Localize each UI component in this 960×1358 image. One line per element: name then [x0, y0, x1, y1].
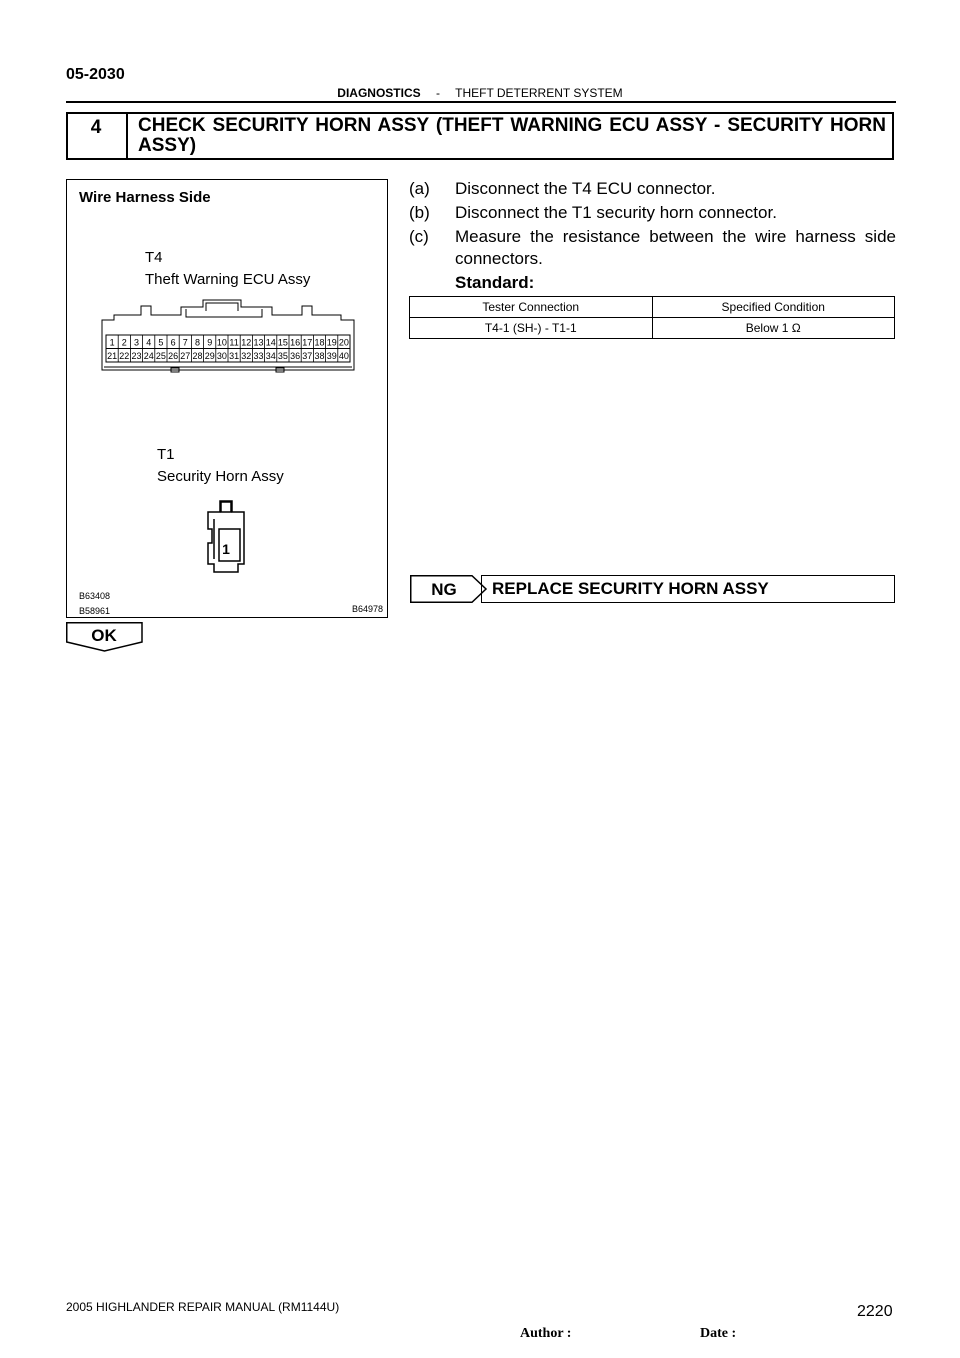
t4-pin-label: 21: [107, 351, 118, 361]
t4-pin-label: 24: [143, 351, 154, 361]
t4-pin-label: 23: [131, 351, 142, 361]
table-header-row: [410, 297, 895, 318]
t4-pin-label: 33: [253, 351, 264, 361]
step-number: 4: [66, 112, 128, 160]
t4-pin-label: 22: [119, 351, 130, 361]
table-row: [410, 318, 895, 339]
instruction-text: Measure the resistance between the wire harness side connectors.: [455, 227, 896, 268]
t4-pin-label: 9: [207, 337, 213, 348]
header-rule: [66, 101, 896, 103]
instruction-item: [409, 202, 896, 226]
t1-code: T1: [157, 446, 175, 463]
t4-pin-label: 19: [326, 337, 337, 348]
section-header: [0, 86, 960, 100]
instruction-item: [409, 226, 896, 272]
ng-action: REPLACE SECURITY HORN ASSY: [481, 575, 895, 603]
standard-label: Standard:: [455, 273, 535, 292]
t4-pin-label: 10: [216, 337, 227, 348]
section-title: DIAGNOSTICS: [337, 86, 421, 100]
instruction-letter: (b): [409, 203, 430, 222]
t4-pin-label: 26: [168, 351, 179, 361]
t4-pin-label: 5: [158, 337, 164, 348]
t4-pin-label: 15: [277, 337, 288, 348]
t4-pin-label: 2: [121, 337, 127, 348]
t4-pin-label: 4: [146, 337, 152, 348]
ref-code-3: B64978: [352, 604, 384, 614]
table-header: Tester Connection: [410, 297, 653, 318]
t4-pin-label: 14: [265, 337, 276, 348]
t4-pin-label: 12: [241, 337, 252, 348]
manual-title: 2005 HIGHLANDER REPAIR MANUAL (RM1144U): [66, 1300, 340, 1314]
instruction-letter: (a): [409, 179, 430, 198]
instruction-list: [409, 178, 896, 294]
figure-caption: Wire Harness Side: [79, 189, 211, 206]
t4-pin-label: 35: [277, 351, 288, 361]
t4-pin-label: 31: [229, 351, 240, 361]
t4-pin-label: 37: [302, 351, 313, 361]
t4-pin-label: 20: [338, 337, 349, 348]
instruction-text: Disconnect the T1 security horn connector.: [455, 203, 777, 222]
date-label: Date :: [700, 1326, 737, 1341]
t4-pin-label: 34: [265, 351, 276, 361]
step-title: CHECK SECURITY HORN ASSY (THEFT WARNING ECU ASSY - SECURITY HORN ASSY): [138, 115, 886, 156]
ng-arrow: [410, 575, 488, 603]
t4-pin-label: 29: [204, 351, 215, 361]
t4-pin-label: 36: [290, 351, 301, 361]
t4-pin-label: 16: [290, 337, 301, 348]
ng-label: NG: [431, 580, 457, 599]
table-cell: T4-1 (SH-) - T1-1: [410, 318, 653, 339]
spec-table: [409, 296, 895, 339]
page-code: 05-2030: [66, 66, 125, 83]
page-number: 2220: [857, 1303, 893, 1320]
ok-label: OK: [91, 626, 117, 645]
t4-pin-label: 25: [155, 351, 166, 361]
t4-pin-label: 1: [109, 337, 115, 348]
t1-pin-1: 1: [222, 541, 230, 557]
t4-pin-label: 11: [229, 337, 239, 348]
t4-pin-label: 30: [216, 351, 227, 361]
subsection-title: THEFT DETERRENT SYSTEM: [455, 86, 623, 100]
t4-code: T4: [145, 249, 163, 266]
t4-pin-label: 6: [170, 337, 176, 348]
table-header: Specified Condition: [652, 297, 895, 318]
ok-arrow: [66, 622, 144, 652]
ref-code-2: B58961: [79, 606, 111, 616]
t4-pin-label: 38: [314, 351, 325, 361]
t4-pin-label: 8: [194, 337, 201, 348]
t4-name: Theft Warning ECU Assy: [145, 271, 311, 288]
t4-pin-label: 3: [133, 337, 140, 348]
connector-diagram: [66, 179, 388, 618]
t4-pin-label: 32: [241, 351, 252, 361]
t1-name: Security Horn Assy: [157, 468, 284, 485]
t4-pin-label: 18: [314, 337, 325, 348]
t4-pin-label: 17: [302, 337, 313, 348]
t4-pin-label: 13: [253, 337, 264, 348]
instruction-letter: (c): [409, 227, 429, 246]
t4-pin-label: 7: [182, 337, 188, 348]
t4-pin-label: 28: [192, 351, 203, 361]
wiring-figure: [66, 179, 388, 618]
author-label: Author :: [520, 1326, 572, 1341]
t1-connector-icon: [208, 501, 244, 572]
t4-pin-label: 27: [180, 351, 191, 361]
instruction-item: [409, 178, 896, 202]
ref-code-1: B63408: [79, 591, 111, 601]
t4-pin-label: 40: [338, 351, 349, 361]
header-dash: -: [435, 86, 440, 100]
t4-pin-label: 39: [326, 351, 337, 361]
table-cell: Below 1 Ω: [652, 318, 895, 339]
instruction-text: Disconnect the T4 ECU connector.: [455, 179, 716, 198]
